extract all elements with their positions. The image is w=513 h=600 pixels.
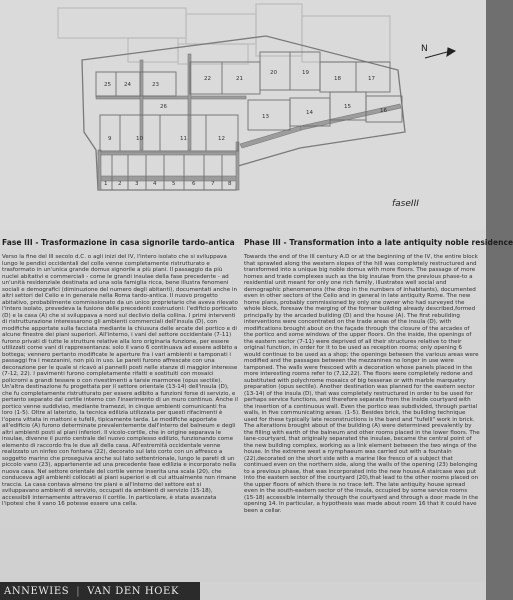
- english-heading: Phase III - Transformation into a late antiquity noble residence: [244, 238, 513, 247]
- svg-text:9: 9: [108, 136, 112, 142]
- phase-label: faseIII: [392, 199, 419, 209]
- floor-plan: [0, 0, 486, 230]
- svg-text:4: 4: [153, 181, 157, 187]
- svg-text:19: 19: [302, 70, 309, 76]
- svg-text:14: 14: [306, 110, 313, 116]
- north-label: N: [421, 44, 428, 54]
- italian-text-column: [2, 238, 238, 588]
- italian-heading: Fase III - Trasformazione in casa signorile tardo-antica: [2, 238, 235, 247]
- svg-text:11: 11: [180, 136, 187, 142]
- svg-text:2: 2: [118, 181, 122, 187]
- svg-text:22: 22: [204, 76, 211, 82]
- svg-text:7: 7: [211, 181, 215, 187]
- svg-text:21: 21: [236, 76, 243, 82]
- svg-text:8: 8: [228, 181, 232, 187]
- svg-text:6: 6: [192, 181, 196, 187]
- watermark-last-name: VAN DEN HOEK: [87, 585, 180, 597]
- watermark-separator: |: [76, 585, 81, 597]
- svg-text:18: 18: [334, 76, 341, 82]
- english-body: Towards the end of the III century A.D or at the beginning of the IV, the entire block that sprawled along the western slopes of the hill was completely restructured and transformed into a unique big noble domus with more floors. The passage of more homes and trade complexes such as the big insulae from the previous phase-to a residential unit meant for only one rich family, illustrates well social and demographic phenomenons (the drop in the numbers of inhabitants), documented even in other sectors of the Celio and in general in late antiquity Rome. The new home plans, probably commissioned by only one owner who had surveyed the whole block, foresaw the merging of the former building already described,formed principally by the arcaded building (D) and the house (A). The first rebuilding interventions were concentrated on the trade areas of the insula (D), with modifications brought about on the façade through the closure of the arcades of the portico and some windows of the upper floors. On the inside, the openings of the eastern sector (7-11) were deprived of all their structures relative to their original function, in order for it to be used as reception rooms; only opening 6 would continue to be used as a shop; the openings between the various areas were modified and the passages between the mezzanines no longer in use were tamponed. The walls were frescoed with a decoration whose panels placed in the more interesting rooms refer to (7,12,22). The floors were completely redone and substituted with polychrome mosaics of big tesserae or with marble marquetry preparation (opus sectile). Another destination was planned for the eastern sector (13-14) of the insula (D), that was completely restructured in order to be used for perhaps service functions, and therefore separate from the inside courtyard with the insertion of a continuous wall. Even the portico was subdivided, through partial walls, in five communicating areas. (1-5). Besides brick, the building technique used for these typically late reconstructions is the band and "tufelli" work in brick. The alterations brought about of the building (A) were determined prevalently by the filling with earth of the balneum and other rooms placed in the lower floors. The lane-courtyard, that originally separated the insulae, became the central point of the new building complex, working as a link element between the two wings of the house. In the extreme west a nymphaeum was carried out with a fountain (22),decorated on the short side with a marine like fresco of a subject that continued even on the northern side, along the walls of the opening (23) belonging to a previous phase, that was incorporated into the new house.A staircase was put into the eastern sector of the courtyard (20),that lead to the other rooms placed on the upper floors of which there is no trace left. The late antiquity house spread even in the south-eastern sector of the insula, occupied by some service rooms (15-18) accessible internally through the courtyard and through a door made in the opening 14. In particular, a hypothesis was made about room 16 that it could have been a cellar.: [244, 254, 480, 514]
- svg-text:25: 25: [104, 82, 111, 88]
- svg-text:13: 13: [262, 114, 269, 120]
- svg-text:26: 26: [160, 104, 167, 110]
- italian-body: Verso la fine del III secolo d.C. o agli inizi del IV, l'intero isolato che si sviluppava lungo le pendici occidentali del colle venne completamente ristrutturato e trasformato in un'unica grande domus signorile a più piani. Il passaggio da più nuclei abitativi e commerciali - come le grandi insulae della fase precedente - ad un'unità residenziale destinata ad una sola famiglia ricca, bene illustra fenomeni sociali e demografici (diminuzione del numero degli abitanti), documentati anche in altri settori del Celio e in generale nella Roma tardo-antica. Il nuovo progetto abitativo, probabilmente commissionato da un unico proprietario che aveva rilevato l'intero isolato, prevedeva la fusione delle precedenti costruzioni: l'edificio porticato (D) e la casa (A) che si sviluppava a nord sul declivio della collina. I primi interventi di ristrutturazione interessarono gli ambienti commerciali dell'insula (D), con modifiche apportate sulla facciata mediante la chiusura delle arcate del portico e di alcune finestre dei piani superiori. All'interno, i vani del settore occidentale (7-11) furono privati di tutte le strutture relative alla loro originaria funzione, per essere utilizzati come vani di rappresentanza: solo il vano 6 continuava ad essere adibito a bottega; vennero pertanto modificate le aperture fra i vari ambienti e tamponati i passaggi fra i mezzanini, non più in uso. Le pareti furono affrescate con una decorazione per le quale si ricavò ai pannelli posti nelle stanze di maggior interesse (7-12, 22). I pavimenti furono completamente rifatti e sostituiti con mosaici policromi a grandi tessere o con rivestimenti a tarsie marmoree (opus sectile). Un'altra destinazione fu progettata per il settore orientale (13-14) dell'insula (D), che fu completamente ristrutturato per essere adibito a funzioni forse di servizio, e pertanto separato dal cortile interno con l'inserimento di un muro continuo. Anche il portico venne suddiviso, mediante tramezzi, in cinque ambienti comunicanti fra loro (1-5). Oltre al laterizio, la tecnica edilizia utilizzata per questi rifacimenti è l'opera vittata in mattoni e tufelli, tipicamente tarda. Le modifiche apportate all'edificio (A) furono determinate prevalentemente dall'interro del balneum e degli altri ambienti posti al piani inferiori. Il vicolo-cortile, che in origine separava le insulae, divenne il punto centrale del nuovo complesso edilizio, funzionando come elemento di raccordo fra le due ali della casa. All'estremità occidentale venne realizzato un ninfeo con fontana (22), decorato sul lato corto con un affresco a soggetto marino che proseguiva anche sul lato settentrionale, lungo le pareti di un piccolo vano (23), appartenente ad una precedente fase edilizia e incorporato nella nuova casa. Nel settore orientale del cortile venne inserita una scala (20), che conduceva agli ambienti collocati ai piani superiori e di cui attualmente non rimane traccia. La casa contava almeno tre piani e all'interno del settore est si sviluppavano ambienti di servizio, occupati da ambienti di servizio (15-18), accessibili internamente attraverso il cortile. In particolare, è stata avanzata l'ipotesi che il vano 16 potesse essere una cella.: [2, 254, 238, 507]
- svg-text:12: 12: [218, 136, 225, 142]
- svg-text:16: 16: [380, 108, 387, 114]
- svg-text:23: 23: [152, 82, 159, 88]
- svg-text:5: 5: [172, 181, 176, 187]
- svg-text:10: 10: [136, 136, 143, 142]
- floor-plan-drawing: [0, 0, 486, 230]
- svg-text:15: 15: [344, 104, 351, 110]
- svg-text:17: 17: [368, 76, 375, 82]
- svg-text:20: 20: [270, 70, 277, 76]
- watermark-first-name: ANNEWIES: [4, 585, 70, 597]
- english-text-column: [244, 238, 513, 588]
- svg-text:3: 3: [135, 181, 139, 187]
- svg-text:24: 24: [124, 82, 131, 88]
- footer-strip: [200, 582, 486, 600]
- svg-text:1: 1: [104, 181, 108, 187]
- watermark-band: [0, 582, 200, 600]
